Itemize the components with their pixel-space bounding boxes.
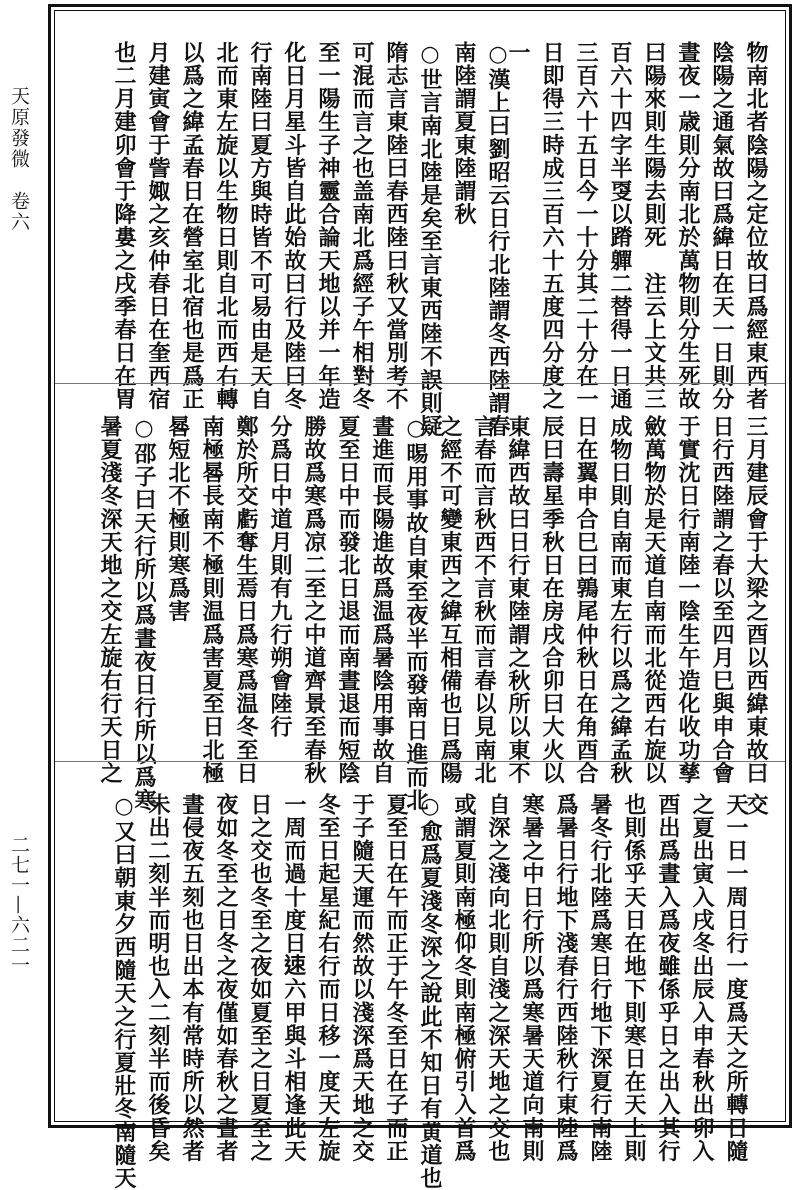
text-column: 暑夏淺冬深天地之交左旋右行天日之 bbox=[97, 415, 123, 785]
text-column: 北而東左旋以生物日則自北而西右轉 bbox=[213, 41, 239, 411]
text-column: 行南陸曰夏方與時皆不可易由是天自 bbox=[247, 41, 273, 411]
text-column: 也則係乎天日在地下則寒日在天上則 bbox=[621, 793, 647, 1163]
text-column: 于子隨天運而然故以淺深爲天地之交 bbox=[349, 793, 375, 1163]
text-column: 月建寅會于訾娵之亥仲春日在奎西宿 bbox=[145, 41, 171, 411]
text-column: 夏至日在午而正于午冬至日在子而正 bbox=[383, 793, 409, 1163]
text-column: 之經不可變東西之緯互相備也日爲陽 bbox=[437, 415, 463, 785]
text-column: 日在翼申合巳曰鶉尾仲秋日在角酉合 bbox=[573, 415, 599, 785]
text-column: 日之交也冬至之夜如夏至之日夏至之 bbox=[247, 793, 273, 1163]
text-column: 隋志言東陸曰春西陸曰秋又當別考不 bbox=[383, 41, 409, 411]
text-column: 百六十四字半㪅以蹐軃二替得一日通 bbox=[607, 41, 633, 411]
text-column: 寒暑之中日行所以爲寒暑天道向南則 bbox=[519, 793, 545, 1163]
margin-page-number: 二七一—六二一 bbox=[8, 835, 30, 975]
text-column: 南極晷長南不極則温爲害夏至日北極 bbox=[199, 415, 225, 785]
text-panel-2 bbox=[55, 385, 785, 812]
text-column: 未出二刻半而明也入二刻半而後昏矣 bbox=[145, 793, 171, 1163]
text-column: 也二月建卯會于降婁之戌季春日在胃 bbox=[111, 41, 137, 411]
text-column: 鄭於所交虧奪生焉日爲寒爲温冬至日 bbox=[233, 415, 259, 785]
text-column: 于實沈日行南陸一陰生午造化收功孳 bbox=[675, 415, 701, 785]
text-column: 酉出爲晝入爲夜雖係乎日之出入其行 bbox=[655, 793, 681, 1163]
text-panel-3 bbox=[55, 763, 785, 1190]
text-column: 晝夜一歳則分南北於萬物則分生死故 bbox=[675, 41, 701, 411]
text-column: 可混而言之也盖南北爲經子午相對冬 bbox=[349, 41, 375, 411]
text-column: 三月建辰會于大梁之酉以西緯東故曰 bbox=[743, 415, 769, 785]
text-column: 三百六十五日今一十分其二十分在一 bbox=[573, 41, 599, 411]
text-column: ○邵子曰天行所以爲晝夜日行所以爲寒 bbox=[131, 415, 157, 812]
text-panel-1 bbox=[55, 11, 785, 438]
text-column: 一周而過十度日𨒪六甲與斗相逢此天 bbox=[281, 793, 307, 1163]
text-column: 辰曰壽星季秋日在房戌合卯曰大火以 bbox=[539, 415, 565, 785]
text-column: ○又曰朝東夕西隨天之行夏壯冬南隨天 bbox=[111, 793, 137, 1190]
text-column: 以爲之緯孟春日在營室北宿也是爲正 bbox=[179, 41, 205, 411]
text-column: 南陸謂夏東陸謂秋 bbox=[451, 41, 477, 226]
text-column: 天一日一周日行一度爲天之所轉日隨 bbox=[723, 793, 749, 1163]
text-column: 或謂夏則南極仰冬則南極俯引入首爲 bbox=[451, 793, 477, 1163]
text-column: 暑冬行北陸爲寒日行地下深夏行南陸 bbox=[587, 793, 613, 1163]
text-column: ○愈爲夏淺冬深之說此不知日有黄道也 bbox=[417, 793, 443, 1190]
text-column: 分爲日中道月則有九行朔會陸行 bbox=[267, 415, 293, 739]
text-column: 言春而言秋西不言秋而言春以見南北 bbox=[471, 415, 497, 785]
page-frame bbox=[48, 4, 792, 1190]
margin-book-title: 天原發微 卷六 bbox=[8, 86, 30, 233]
text-column: 晷短北不極則寒爲害 bbox=[165, 415, 191, 623]
text-column: 自深之淺向北則自淺之深天地之交也 bbox=[485, 793, 511, 1163]
column-group-3 bbox=[67, 793, 773, 1190]
text-column: ○漢上曰劉昭云日行北陸謂冬西陸謂春 bbox=[485, 41, 511, 438]
text-column: 化日月星斗皆自此始故曰行及陸曰冬 bbox=[281, 41, 307, 411]
text-column: 之夏出寅入戌冬出辰入申春秋出卯入 bbox=[689, 793, 715, 1163]
column-group-1 bbox=[67, 41, 773, 438]
text-column: 晝侵夜五刻也日出本有常時所以然者 bbox=[179, 793, 205, 1163]
text-column: 陰陽之通氣故曰爲緯日在天一日則分 bbox=[709, 41, 735, 411]
text-column: 交 bbox=[743, 793, 769, 817]
text-column: 一 bbox=[505, 41, 531, 65]
text-column: 東緯西故曰日行東陸謂之秋所以東不 bbox=[505, 415, 531, 785]
text-column: 晝進而長陽進故爲温爲暑陰用事故自 bbox=[369, 415, 395, 785]
text-column: 日即得三時成三百六十五度四分度之 bbox=[539, 41, 565, 411]
text-column: 夜如冬至之日冬之夜僅如春秋之晝者 bbox=[213, 793, 239, 1163]
text-column: 物南北者陰陽之定位故曰爲經東西者 bbox=[743, 41, 769, 411]
text-column: 至一陽生子神靈合論天地以并一年造 bbox=[315, 41, 341, 411]
text-column: 成物日則自南而東左行以爲之緯孟秋 bbox=[607, 415, 633, 785]
text-column: 勝故爲寒爲凉二至之中道齊景至春秋 bbox=[301, 415, 327, 785]
text-column: 斂萬物於是天道自南而北從西右旋以 bbox=[641, 415, 667, 785]
text-column: ○晹用事故自東至夜半而發南日進而北 bbox=[403, 415, 429, 812]
text-column: 夏至日中而發北日退而南晝退而短陰 bbox=[335, 415, 361, 785]
column-group-2 bbox=[67, 415, 773, 812]
text-column: 日行西陸謂之春以至四月巳與申合會 bbox=[709, 415, 735, 785]
text-column: 爲暑日行地下淺春行西陸秋行東陸爲 bbox=[553, 793, 579, 1163]
text-column: 冬至日起星紀右行而日移一度天左旋 bbox=[315, 793, 341, 1163]
panel-divider bbox=[55, 383, 785, 384]
text-column: 曰陽來則生陽去則死 注云上文共三 bbox=[641, 41, 667, 411]
text-column: ○世言南北陸是矣至言東西陸不誤則疑 bbox=[417, 41, 443, 438]
panel-divider bbox=[55, 761, 785, 762]
